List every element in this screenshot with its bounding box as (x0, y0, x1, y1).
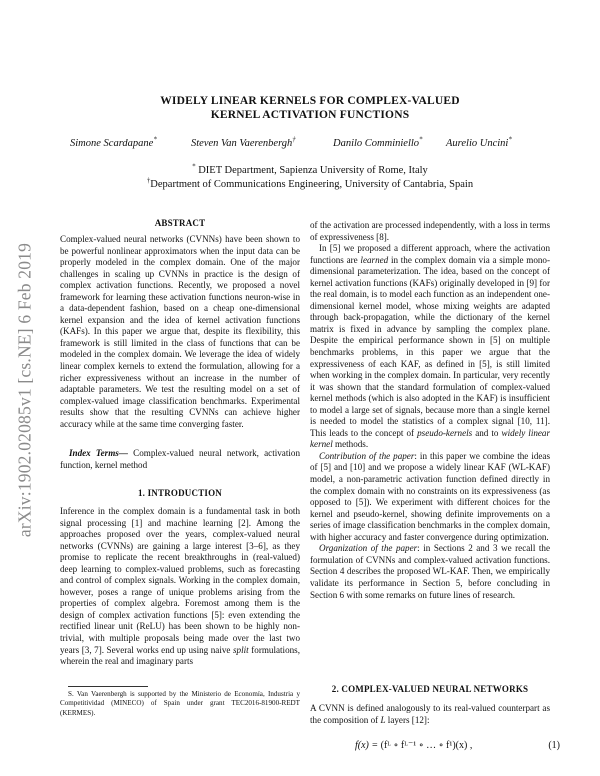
right-column-body (310, 220, 550, 601)
equation-lhs: f(x) = (355, 740, 381, 751)
author-3: Danilo Comminiello* (333, 136, 423, 149)
abstract-text: Complex-valued neural networks (CVNNs) have been shown to be powerful nonlinear approximators when the input data can be properly modeled in the complex domain. One of the major challenges in scaling up CVNNs in practice is the design of complex activation functions. Recently, we proposed a novel framework for learning these activation functions neuron-wise in a data-dependent fashion, based on a cheap one-dimensional kernel expansion and the idea of kernel activation functions (KAFs). In this paper we argue that, despite its flexibility, this framework is still limited in the class of functions that can be modeled in the complex domain. We leverage the idea of widely linear complex kernels to extend the formulation, allowing for a richer expressiveness without an increase in the number of adaptable parameters. We test the resulting model on a set of complex-valued image classification benchmarks. Experimental results show that the resulting CVNNs can achieve higher accuracy while at the same time converging faster. (60, 234, 300, 429)
author-1: Simone Scardapane* (70, 136, 157, 149)
paragraph-contribution: Contribution of the paper: in this paper we combine the ideas of [5] and [10] and we propose a widely linear KAF (WL-KAF) model, a non-parametric activation function defined directly in the complex domain with no constraints on its expressiveness (as opposed to [5]). We experiment with different choices for the kernel and pseudo-kernel, showing definite improvements on a series of image classification benchmarks in the complex domain, with higher accuracy and faster convergence during optimization. (310, 450, 551, 542)
section-2-body: A CVNN is defined analogously to its real-valued counterpart as the composition of L layers [12]: (310, 703, 550, 725)
abstract-body (60, 234, 300, 430)
title-line-1: WIDELY LINEAR KERNELS FOR COMPLEX-VALUED (160, 95, 460, 107)
intro-body: Inference in the complex domain is a fundamental task in both signal processing [1] and machine learning [2]. Among the approaches proposed over the years, complex-valued neural networks (CVNNs) are gaining a large interest [3–6], as they promise to replicate the recent breakthroughs in (real-valued) deep learning to complex-valued problems, such as forecasting and control of complex signals. Working in the complex domain, however, poses a range of unique problems arising from the properties of complex algebra. Foremost among them is the design of complex activation functions [5]: even extending the rectified linear unit (ReLU) has been shown to be highly non-trivial, with multiple proposals being made over the last two years [3, 7]. Several works end up using naive split formulations, wherein the real and imaginary parts (60, 506, 300, 667)
title-line-2: KERNEL ACTIVATION FUNCTIONS (210, 109, 410, 121)
paragraph-organization: Organization of the paper: in Sections 2 and 3 we recall the formulation of CVNNs and complex-valued activation functions. Section 4 describes the proposed WL-KAF. Then, we empirically validate its performance in Section 5, before concluding in Section 6 with some remarks on future lines of research. (310, 543, 550, 600)
intro-heading: 1. INTRODUCTION (137, 488, 222, 498)
equation-number: (1) (548, 740, 560, 751)
footnote-rule (68, 686, 148, 687)
footnote: S. Van Vaerenbergh is supported by the Ministerio de Economía, Industria y Competitividad (MINECO) of Spain under grant TEC2016-81900-REDT (KERMES). (60, 690, 300, 717)
paper-title (60, 94, 560, 122)
affiliation-1: * DIET Department, Sapienza University of Rome, Italy (192, 163, 428, 176)
abstract-heading: ABSTRACT (154, 218, 206, 228)
author-2: Steven Van Vaerenbergh† (191, 136, 296, 149)
paragraph-cont: of the activation are processed independently, with a loss in terms of expressiveness [8]. (310, 220, 550, 242)
index-terms (60, 448, 300, 471)
section-2-heading: 2. COMPLEX-VALUED NEURAL NETWORKS (331, 684, 529, 694)
paragraph-prior-work: In [5] we proposed a different approach, where the activation functions are learned in the complex domain via a simple mono-dimensional parameterization. The idea, based on the concept of kernel activation functions (KAFs) originally developed in [9] for the real domain, is to model each function as an independent one-dimensional kernel model, whose mixing weights are adapted through back-propagation, while the dictionary of the kernel matrix is fixed in advance by sampling the complex plane. Despite the empirical performance shown in [5] on multiple benchmarks problems, in this paper we argue that the expressiveness of each KAF, as defined in [5], is still limited when working in the complex domain. In particular, very recently it was shown that the standard formulation of complex-valued kernel methods (which is also adopted in the KAF) is insufficient to model a large set of signals, because more than a single kernel is needed to model the statistics of a complex signal [10, 11]. This leads to the concept of pseudo-kernels and to widely linear kernel methods. (310, 243, 551, 450)
affiliation-2: †Department of Communications Engineering, University of Cantabria, Spain (146, 177, 474, 190)
index-terms-label: Index Terms— (69, 448, 128, 458)
equation-rhs: (fᴸ ∘ fᴸ⁻¹ ∘ … ∘ f¹)(x) , (380, 740, 473, 751)
arxiv-sidebar-stamp: arXiv:1902.02085v1 [cs.NE] 6 Feb 2019 (14, 242, 35, 538)
index-terms-text: Complex-valued neural network, activation function, kernel method (60, 448, 300, 470)
author-4: Aurelio Uncini* (446, 136, 512, 149)
